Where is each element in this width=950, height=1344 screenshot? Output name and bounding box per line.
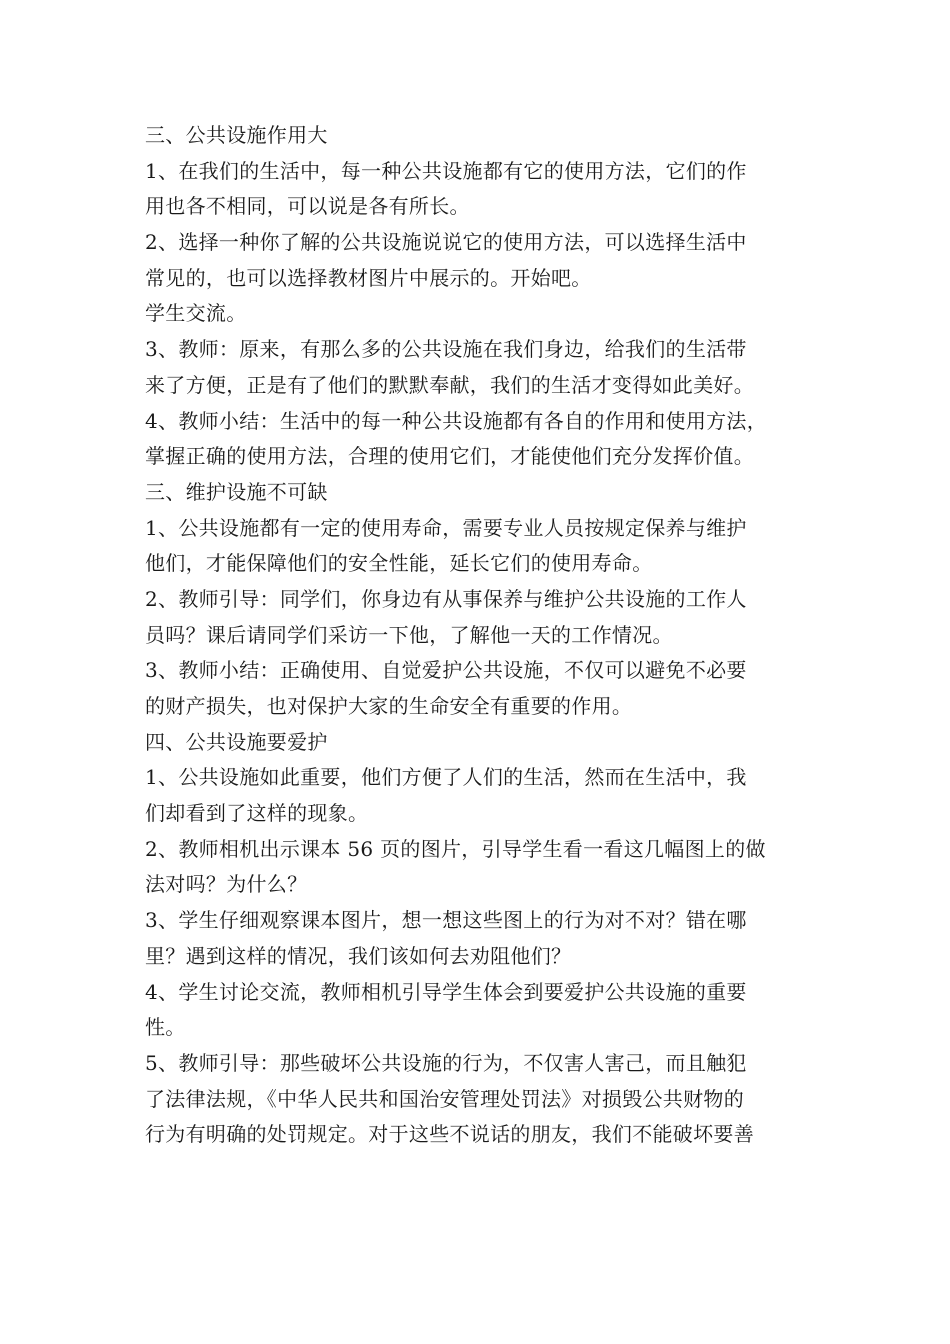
paragraph-line: 来了方便，正是有了他们的默默奉献，我们的生活才变得如此美好。 <box>145 372 754 397</box>
paragraph-line: 3、教师：原来，有那么多的公共设施在我们身边，给我们的生活带 <box>145 337 747 362</box>
paragraph-line: 掌握正确的使用方法，合理的使用它们，才能使他们充分发挥价值。 <box>145 444 754 469</box>
paragraph-line: 4、学生讨论交流，教师相机引导学生体会到要爱护公共设施的重要 <box>145 979 747 1004</box>
paragraph-line: 用也各不相同，可以说是各有所长。 <box>145 194 470 219</box>
paragraph-line: 的财产损失，也对保护大家的生命安全有重要的作用。 <box>145 694 633 718</box>
paragraph-line: 法对吗？为什么？ <box>145 872 308 897</box>
paragraph-line: 2、教师引导：同学们，你身边有从事保养与维护公共设施的工作人 <box>145 586 747 611</box>
paragraph-line: 3、学生仔细观察课本图片，想一想这些图上的行为对不对？错在哪 <box>145 908 747 933</box>
paragraph-line: 学生交流。 <box>145 301 247 326</box>
paragraph-line: 了法律法规，《中华人民共和国治安管理处罚法》对损毁公共财物的 <box>145 1086 744 1111</box>
paragraph-line: 2、选择一种你了解的公共设施说说它的使用方法，可以选择生活中 <box>145 230 747 255</box>
section-heading: 三、公共设施作用大 <box>145 123 328 147</box>
paragraph-line: 5、教师引导：那些破坏公共设施的行为，不仅害人害己，而且触犯 <box>145 1050 747 1075</box>
paragraph-line: 行为有明确的处罚规定。对于这些不说话的朋友，我们不能破坏要善 <box>145 1122 754 1147</box>
paragraph-line: 他们，才能保障他们的安全性能，延长它们的使用寿命。 <box>145 551 653 576</box>
paragraph-line: 3、教师小结：正确使用、自觉爱护公共设施，不仅可以避免不必要 <box>145 658 747 683</box>
document-body <box>145 118 810 1153</box>
paragraph-line: 里？遇到这样的情况，我们该如何去劝阻他们？ <box>145 943 572 968</box>
paragraph-line: 们却看到了这样的现象。 <box>145 801 369 826</box>
paragraph-line: 1、公共设施都有一定的使用寿命，需要专业人员按规定保养与维护 <box>145 515 747 540</box>
paragraph-line: 1、公共设施如此重要，他们方便了人们的生活，然而在生活中，我 <box>145 765 747 790</box>
paragraph-line: 员吗？课后请同学们采访一下他，了解他一天的工作情况。 <box>145 622 673 647</box>
paragraph-line: 2、教师相机出示课本 56 页的图片，引导学生看一看这几幅图上的做 <box>145 836 766 861</box>
paragraph-line: 4、教师小结：生活中的每一种公共设施都有各自的作用和使用方法， <box>145 408 768 433</box>
paragraph-line: 常见的，也可以选择教材图片中展示的。开始吧。 <box>145 265 592 290</box>
section-heading: 三、维护设施不可缺 <box>145 479 328 504</box>
paragraph-line: 性。 <box>145 1015 186 1040</box>
paragraph-line: 1、在我们的生活中，每一种公共设施都有它的使用方法，它们的作 <box>145 158 747 183</box>
section-heading: 四、公共设施要爱护 <box>145 729 328 754</box>
